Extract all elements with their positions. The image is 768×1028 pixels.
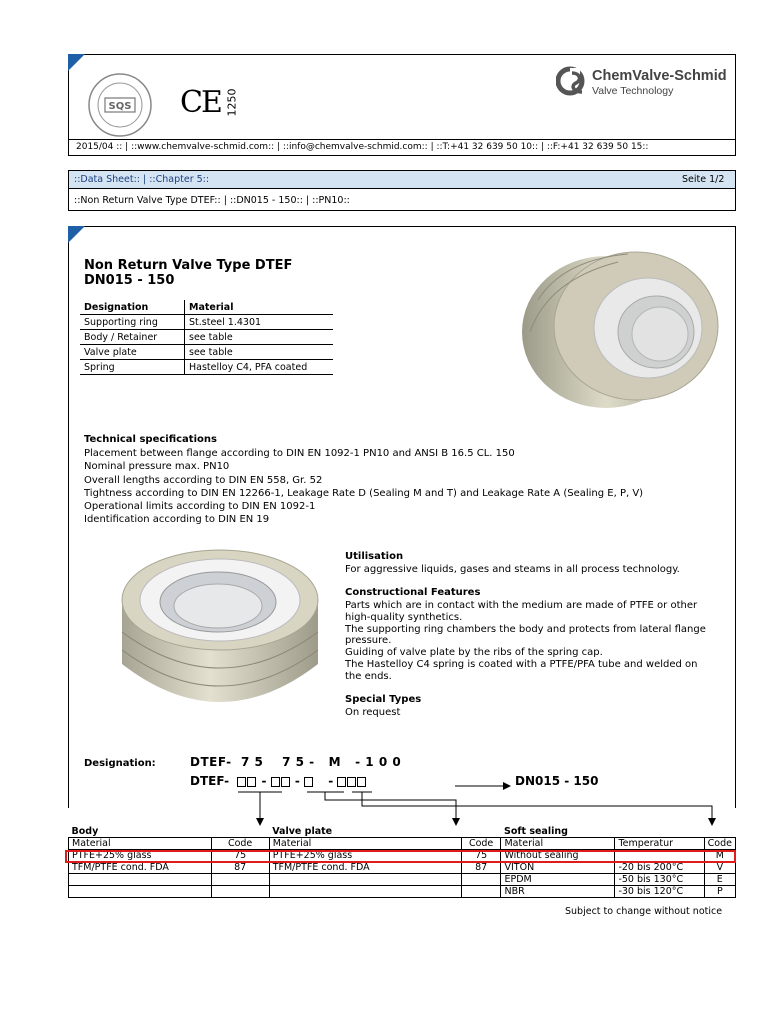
constructional-line: The Hastelloy C4 spring is coated with a PTFE/PFA tube and welded on xyxy=(345,658,698,670)
table-cell xyxy=(69,874,212,886)
materials-cell: see table xyxy=(185,345,334,360)
table-row xyxy=(69,874,736,886)
table-cell: M xyxy=(704,850,735,862)
materials-header-material: Material xyxy=(185,300,334,315)
valve-image-front xyxy=(114,544,326,720)
designation-line2-prefix: DTEF- xyxy=(190,774,230,788)
col-header: Code xyxy=(211,838,269,850)
section-valve-plate: Valve plate xyxy=(269,826,501,838)
ce-number: 1250 xyxy=(225,88,239,117)
table-cell: NBR xyxy=(501,886,615,898)
section-soft-sealing: Soft sealing xyxy=(501,826,736,838)
constructional-line: Guiding of valve plate by the ribs of the spring cap. xyxy=(345,647,603,659)
table-cell: 87 xyxy=(211,862,269,874)
company-name: ChemValve-Schmid xyxy=(592,68,727,84)
main-fold-corner xyxy=(68,226,85,243)
materials-cell: Spring xyxy=(80,360,185,375)
table-cell: 87 xyxy=(461,862,501,874)
tech-spec-line: Identification according to DIN EN 19 xyxy=(84,514,270,526)
tech-spec-line: Tightness according to DIN EN 12266-1, Leakage Rate D (Sealing M and T) and Leakage Rate A (Sealing E, P, V) xyxy=(84,487,644,499)
company-tagline: Valve Technology xyxy=(592,85,674,97)
table-cell xyxy=(269,886,461,898)
constructional-line: pressure. xyxy=(345,635,392,647)
designation-range: DN015 - 150 xyxy=(515,774,599,788)
code-placeholder-sealing xyxy=(304,774,314,788)
tech-specs-list xyxy=(84,447,643,527)
table-cell: -20 bis 200°C xyxy=(615,862,704,874)
footer-note: Subject to change without notice xyxy=(565,906,723,917)
constructional-line: the ends. xyxy=(345,670,392,682)
materials-cell: Supporting ring xyxy=(80,315,185,330)
col-header: Material xyxy=(501,838,615,850)
table-row xyxy=(69,862,736,874)
constructional-list xyxy=(345,600,706,683)
constructional-heading: Constructional Features xyxy=(345,587,481,598)
datasheet-chapter: ::Data Sheet:: | ::Chapter 5:: xyxy=(74,174,210,185)
tech-spec-line: Nominal pressure max. PN10 xyxy=(84,461,230,473)
section-body: Body xyxy=(69,826,270,838)
table-cell: 75 xyxy=(211,850,269,862)
table-cell xyxy=(69,886,212,898)
product-title: Non Return Valve Type DTEF xyxy=(84,258,293,273)
col-header: Code xyxy=(461,838,501,850)
utilisation-text: For aggressive liquids, gases and steams in all process technology. xyxy=(345,564,680,575)
company-logo-icon xyxy=(556,64,588,98)
constructional-line: The supporting ring chambers the body and protects from lateral flange xyxy=(345,623,706,635)
page-number: Seite 1/2 xyxy=(682,174,725,185)
ce-mark: CE xyxy=(180,85,221,120)
constructional-line: high-quality synthetics. xyxy=(345,611,463,623)
materials-cell: Valve plate xyxy=(80,345,185,360)
table-row xyxy=(69,886,736,898)
tech-spec-line: Overall lengths according to DIN EN 558, Gr. 52 xyxy=(84,474,323,486)
row-highlight xyxy=(65,850,736,863)
tech-specs-heading: Technical specifications xyxy=(84,434,217,445)
tech-spec-line: Operational limits according to DIN EN 1092-1 xyxy=(84,501,316,513)
arrow-right-icon xyxy=(455,776,511,795)
table-cell: 75 xyxy=(461,850,501,862)
code-placeholder-size xyxy=(337,774,367,788)
materials-cell: Body / Retainer xyxy=(80,330,185,345)
table-cell: Without sealing xyxy=(501,850,615,862)
table-cell xyxy=(211,886,269,898)
materials-cell: see table xyxy=(185,330,334,345)
materials-table xyxy=(80,300,333,375)
constructional-line: Parts which are in contact with the medium are made of PTFE or other xyxy=(345,600,698,611)
table-cell: EPDM xyxy=(501,874,615,886)
table-cell: PTFE+25% glass xyxy=(269,850,461,862)
seal-text: SQS xyxy=(108,101,132,112)
table-cell: TFM/PTFE cond. FDA xyxy=(69,862,212,874)
datasheet-subline: ::Non Return Valve Type DTEF:: | ::DN015 - 150:: | ::PN10:: xyxy=(74,195,350,206)
designation-line2: DTEF- - - - xyxy=(190,774,367,788)
header-divider xyxy=(68,139,736,140)
table-cell: VITON xyxy=(501,862,615,874)
table-cell: PTFE+25% glass xyxy=(69,850,212,862)
col-header: Temperatur xyxy=(615,838,704,850)
table-cell xyxy=(461,886,501,898)
certification-seal xyxy=(87,72,153,138)
table-cell: -30 bis 120°C xyxy=(615,886,704,898)
materials-header-designation: Designation xyxy=(80,300,185,315)
designation-label: Designation: xyxy=(84,758,156,769)
col-header: Material xyxy=(69,838,212,850)
materials-cell: Hastelloy C4, PFA coated xyxy=(185,360,334,375)
col-header: Code xyxy=(704,838,735,850)
table-cell xyxy=(461,874,501,886)
table-cell xyxy=(211,874,269,886)
tech-spec-line: Placement between flange according to DIN EN 1092-1 PN10 and ANSI B 16.5 CL. 150 xyxy=(84,448,515,459)
table-cell xyxy=(269,874,461,886)
product-subtitle: DN015 - 150 xyxy=(84,273,175,288)
sqs-seal-icon xyxy=(87,72,153,138)
header-fold-corner xyxy=(68,54,85,71)
table-cell: -50 bis 130°C xyxy=(615,874,704,886)
table-cell: P xyxy=(704,886,735,898)
code-placeholder-plate xyxy=(271,774,291,788)
utilisation-heading: Utilisation xyxy=(345,551,404,562)
special-types-text: On request xyxy=(345,707,401,718)
table-cell: V xyxy=(704,862,735,874)
special-types-heading: Special Types xyxy=(345,694,422,705)
col-header: Material xyxy=(269,838,461,850)
materials-cell: St.steel 1.4301 xyxy=(185,315,334,330)
valve-image-back xyxy=(508,240,720,412)
code-placeholder-body xyxy=(237,774,257,788)
table-cell: TFM/PTFE cond. FDA xyxy=(269,862,461,874)
table-cell: E xyxy=(704,874,735,886)
contact-line: 2015/04 :: | ::www.chemvalve-schmid.com:: | ::info@chemvalve-schmid.com:: | ::T:+41 32 639 50 10:: | ::F:+41 32 639 50 15:: xyxy=(76,142,649,152)
designation-line1: DTEF- 7 5 7 5 - M - 1 0 0 xyxy=(190,755,402,769)
